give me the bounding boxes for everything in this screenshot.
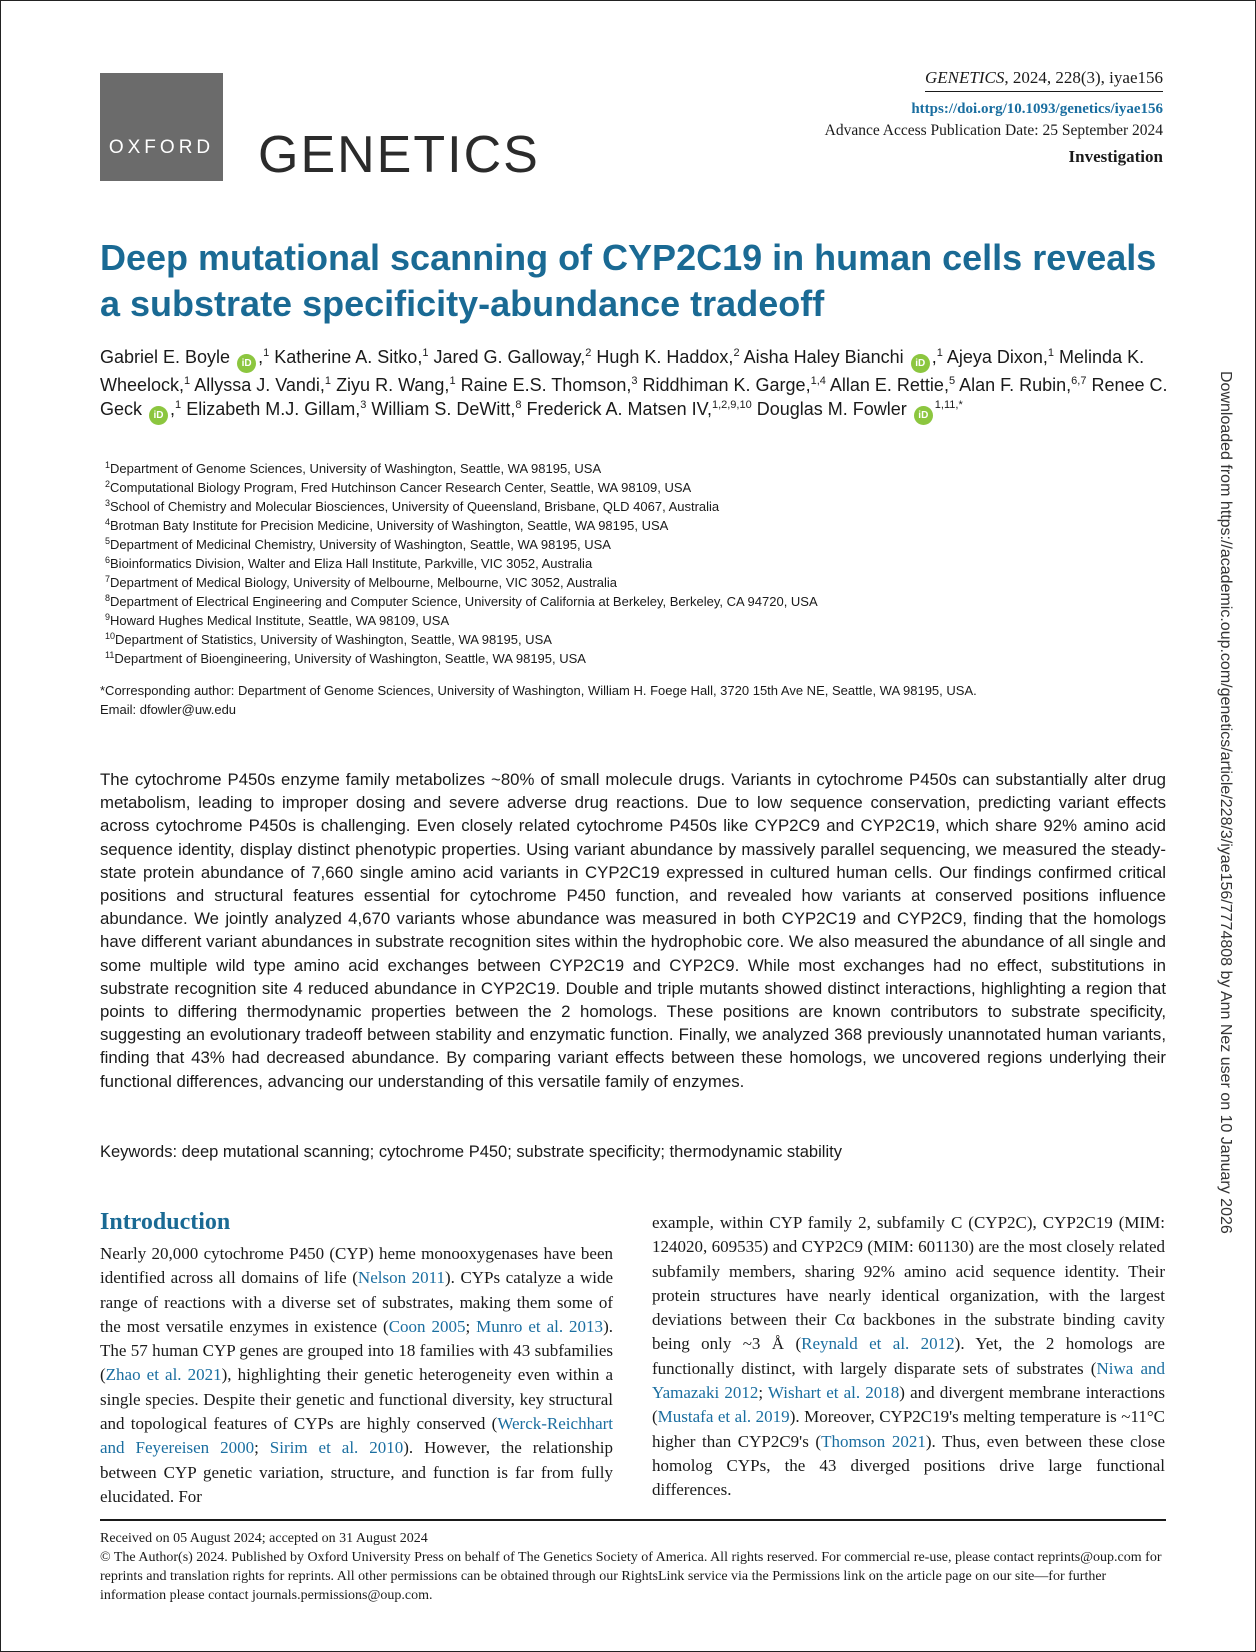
advance-access-date: Advance Access Publication Date: 25 September 2024 <box>824 122 1163 139</box>
author-name: Ajeya Dixon, <box>946 347 1048 367</box>
orcid-icon[interactable]: iD <box>149 406 168 425</box>
copyright-notice: © The Author(s) 2024. Published by Oxford University Press on behalf of The Genetics Society of America. All rights reserved. For commercial re-use, please contact reprints@oup.com for reprints and translation rights for reprints. All other permissions can be obtained through our RightsLink service via the Permissions link on the article page on our site—for further information please contact journals.permissions@oup.com. <box>100 1550 1162 1603</box>
author-name: Frederick A. Matsen IV, <box>526 399 712 419</box>
body-text: ). Moreover, CYP2C19's melting temperature is ~11°C higher than CYP2C9's ( <box>652 1407 1165 1451</box>
citation-link[interactable]: Munro et al. 2013 <box>476 1316 604 1336</box>
article-footer <box>100 1519 1166 1605</box>
body-text: ), highlighting their genetic heterogeneity even within a single species. Despite their genetic and functional diversity, key structural and topological features of CYPs are highly conserved ( <box>100 1365 614 1434</box>
author-affiliation-mark: 1 <box>175 399 182 411</box>
abstract: The cytochrome P450s enzyme family metabolizes ~80% of small molecule drugs. Variants in cytochrome P450s can substantially alter drug metabolism, leading to improper dosing and severe adverse drug reactions. Due to low sequence conservation, predicting variant effects across cytochrome P450s is challenging. Even closely related cytochrome P450s like CYP2C9 and CYP2C19, which share 92% amino acid sequence identity, display distinct phenotypic properties. Using variant abundance by massively parallel sequencing, we measured the steady-state protein abundance of 7,660 single amino acid variants in CYP2C19 expressed in cultured human cells. Our findings confirmed critical positions and structural features essential for cytochrome P450 function, and revealed how variants at conserved positions influence abundance. We jointly analyzed 4,670 variants whose abundance was measured in both CYP2C19 and CYP2C9, finding that the homologs have different variant abundances in substrate recognition sites within the hydrophobic core. We also measured the abundance of all single and some multiple wild type amino acid exchanges between CYP2C19 and CYP2C9. While most exchanges had no effect, substitutions in substrate recognition site 4 reduced abundance in CYP2C19. Double and triple mutants showed distinct interactions, highlighting a region that points to differing thermodynamic properties between the 2 homologs. These positions are known contributors to substrate specificity, suggesting an evolutionary tradeoff between stability and enzymatic function. Finally, we analyzed 368 previously unannotated human variants, finding that 43% had decreased abundance. By comparing variant effects between these homologs, we uncovered regions underlying their functional differences, advancing our understanding of this versatile family of enzymes. <box>100 770 1166 1091</box>
citation-line <box>925 67 1163 92</box>
doi-link[interactable]: https://doi.org/10.1093/genetics/iyae156 <box>911 101 1163 117</box>
author-name: Raine E.S. Thomson, <box>460 375 632 395</box>
affiliation-text: Department of Medical Biology, University of Melbourne, Melbourne, VIC 3052, Australia <box>110 575 618 590</box>
affiliation-number: 11 <box>105 650 115 660</box>
affiliation-text: Department of Bioengineering, University of Washington, Seattle, WA 98195, USA <box>114 651 586 666</box>
body-text: ). The 57 human CYP genes are grouped into 18 families with 43 subfamilies ( <box>100 1316 613 1385</box>
article-type: Investigation <box>1068 147 1163 166</box>
body-text: ). CYPs catalyze a wide range of reactions with a diverse set of substrates, making them some of the most versatile enzymes in existence ( <box>100 1268 614 1336</box>
citation-link[interactable]: Reynald et al. 2012 <box>801 1334 955 1354</box>
author-affiliation-mark: 1 <box>324 375 332 387</box>
citation-link[interactable]: Niwa and Yamazaki 2012 <box>652 1358 1165 1403</box>
affiliation-item <box>105 478 1165 497</box>
oxford-logo <box>100 73 223 181</box>
affiliation-item <box>105 535 1165 554</box>
author-affiliation-mark: 2 <box>585 347 592 359</box>
author-affiliation-mark: 1 <box>184 375 191 387</box>
citation-link[interactable]: Zhao et al. 2021 <box>105 1365 222 1385</box>
author-name: William S. DeWitt, <box>371 399 516 419</box>
body-text: ). Yet, the 2 homologs are functionally distinct, with largely disparate sets of substrates ( <box>652 1334 1165 1378</box>
affiliation-item <box>105 516 1165 535</box>
affiliation-number: 2 <box>105 479 111 489</box>
corresponding-email: Email: dfowler@uw.edu <box>100 702 237 717</box>
affiliation-text: Bioinformatics Division, Walter and Eliza Hall Institute, Parkville, VIC 3052, Australia <box>110 556 593 571</box>
intro-left-column <box>100 1242 613 1509</box>
author-name: Elizabeth M.J. Gillam, <box>186 399 361 419</box>
affiliation-item <box>105 554 1165 573</box>
body-text: ) and divergent membrane interactions ( <box>652 1383 1166 1427</box>
affiliation-number: 3 <box>105 498 111 508</box>
journal-wordmark-text: GENETICS <box>258 126 540 184</box>
article-title: Deep mutational scanning of CYP2C19 in human cells reveals a substrate specificity-abundance tradeoff <box>100 237 1157 324</box>
author-affiliation-mark: 1 <box>263 347 270 359</box>
author-name: Jared G. Galloway, <box>433 347 586 367</box>
affiliation-item <box>105 592 1165 611</box>
author-affiliation-mark: 1,2,9,10 <box>711 399 752 411</box>
corresponding-address: *Corresponding author: Department of Genome Sciences, University of Washington, William H. Foege Hall, 3720 15th Ave NE, Seattle, WA 98195, USA. <box>100 683 977 698</box>
download-note-text: Downloaded from https://academic.oup.com/genetics/article/228/3/iyae156/7774808 by Ann Nez user on 10 January 2026 <box>1217 371 1234 1234</box>
intro-heading: Introduction <box>100 1209 231 1235</box>
author-name: Renee C. Geck <box>100 375 1168 419</box>
body-text: Nearly 20,000 cytochrome P450 (CYP) heme monooxygenases have been identified across all domains of life ( <box>100 1244 613 1288</box>
affiliation-number: 1 <box>105 460 111 470</box>
citation-block <box>825 67 1163 168</box>
body-text: ; <box>465 1316 477 1336</box>
publisher-name: OXFORD <box>108 137 215 158</box>
author-name: Allan E. Rettie, <box>829 375 949 395</box>
citation-link[interactable]: Sirim et al. 2010 <box>269 1438 404 1458</box>
affiliation-number: 8 <box>105 593 111 603</box>
body-text: ; <box>758 1383 768 1403</box>
orcid-icon[interactable]: iD <box>237 354 256 373</box>
affiliation-text: Department of Electrical Engineering and Computer Science, University of California at Berkeley, Berkeley, CA 94720, USA <box>110 594 818 609</box>
body-text: example, within CYP family 2, subfamily C (CYP2C), CYP2C19 (MIM: 124020, 609535) and CYP2C9 (MIM: 601130) are the most closely related subfamily members, sharing 92% amino acid sequence identity. Their protein structures have nearly identical organization, with the largest deviations between their Cα backbones in the substrate binding cavity being only ~3 Å ( <box>652 1213 1165 1354</box>
intro-right-column <box>652 1211 1165 1503</box>
author-name: Aisha Haley Bianchi <box>743 347 904 367</box>
author-affiliation-mark: 1,4 <box>810 375 826 387</box>
citation-link[interactable]: Coon 2005 <box>388 1316 466 1336</box>
affiliation-item <box>105 573 1165 592</box>
citation-link[interactable]: Werck-Reichhart and Feyereisen 2000 <box>100 1414 613 1458</box>
affiliation-text: Brotman Baty Institute for Precision Medicine, University of Washington, Seattle, WA 98195, USA <box>110 518 669 533</box>
citation-link[interactable]: Wishart et al. 2018 <box>767 1383 900 1403</box>
affiliation-text: School of Chemistry and Molecular Biosciences, University of Queensland, Brisbane, QLD 4067, Australia <box>110 499 720 514</box>
download-watermark <box>1214 371 1234 1291</box>
citation-details: , 2024, 228(3), iyae156 <box>1004 68 1163 87</box>
author-affiliation-mark: 6,7 <box>1071 375 1087 387</box>
affiliation-text: Department of Medicinal Chemistry, University of Washington, Seattle, WA 98195, USA <box>110 537 611 552</box>
author-name: Ziyu R. Wang, <box>336 375 450 395</box>
affiliation-text: Department of Genome Sciences, University of Washington, Seattle, WA 98195, USA <box>110 461 602 476</box>
affiliation-number: 5 <box>105 536 111 546</box>
author-affiliation-mark: 5 <box>948 375 956 387</box>
affiliation-list <box>105 459 1165 668</box>
keywords-label: Keywords: <box>100 1143 178 1161</box>
citation-link[interactable]: Thomson 2021 <box>821 1431 926 1451</box>
received-dates: Received on 05 August 2024; accepted on 31 August 2024 <box>100 1531 428 1546</box>
affiliation-text: Department of Statistics, University of Washington, Seattle, WA 98195, USA <box>115 632 552 647</box>
affiliation-item <box>105 611 1165 630</box>
citation-journal: GENETICS <box>925 68 1005 87</box>
affiliation-text: Computational Biology Program, Fred Hutchinson Cancer Research Center, Seattle, WA 98109, USA <box>110 480 692 495</box>
affiliation-number: 4 <box>105 517 111 527</box>
author-list: Gabriel E. Boyle iD ,$^1$ Katherine A. Sitko,$^1$ Jared G. Galloway,$^2$ Hugh K. Haddox,$^2$ Aisha Haley Bianchi iD ,$^1$ Ajeya Dixon,$^1$ Melinda K. Wheelock,$^1$ Allyssa J. Vandi,$^1$ Ziyu R. Wang,$^1$ Raine E.S. Thomson,$^3$ Riddhiman K. Garge,$^{1,4}$ Allan E. Rettie,$^5$ Alan F. Rubin,$^{6,7}$ Renee C. Geck iD ,$^1$ Elizabeth M.J. Gillam,$^3$ William S. DeWitt,$^8$ Frederick A. Matsen IV,$^{1,2,9,10}$ Douglas M. Fowler $iD^{1,11,*}$ <box>100 345 1170 425</box>
orcid-icon[interactable]: iD <box>911 354 930 373</box>
author-name: Allyssa J. Vandi, <box>194 375 325 395</box>
affiliation-item <box>105 630 1165 649</box>
body-text: ). However, the relationship between CYP genetic variation, structure, and function is far from fully elucidated. For <box>100 1438 613 1506</box>
orcid-icon[interactable]: iD <box>914 406 933 425</box>
affiliation-number: 7 <box>105 574 111 584</box>
affiliation-item <box>105 497 1165 516</box>
citation-link[interactable]: Nelson 2011 <box>357 1268 445 1288</box>
body-text: ). Thus, even between these close homolog CYPs, the 43 diverged positions drive large functional differences. <box>652 1431 1165 1500</box>
affiliation-number: 10 <box>105 631 116 641</box>
author-name: Gabriel E. Boyle <box>100 347 231 367</box>
author-affiliation-mark: 3 <box>360 399 367 411</box>
body-text: ; <box>254 1438 270 1458</box>
author-affiliation-mark: 1 <box>422 347 429 359</box>
author-name: Alan F. Rubin, <box>959 375 1072 395</box>
author-affiliation-mark: 1 <box>1047 347 1055 359</box>
citation-link[interactable]: Mustafa et al. 2019 <box>657 1407 790 1427</box>
author-affiliation-mark: 1 <box>936 347 943 359</box>
author-name: Hugh K. Haddox, <box>596 347 734 367</box>
affiliation-text: Howard Hughes Medical Institute, Seattle, WA 98109, USA <box>110 613 450 628</box>
author-affiliation-mark: 8 <box>515 399 522 411</box>
affiliation-item <box>105 649 1165 668</box>
keywords-text: deep mutational scanning; cytochrome P450; substrate specificity; thermodynamic stability <box>177 1143 842 1161</box>
corresponding-author <box>100 681 1180 719</box>
affiliation-number: 6 <box>105 555 111 565</box>
journal-wordmark <box>258 126 540 184</box>
author-name: Riddhiman K. Garge, <box>642 375 811 395</box>
author-name: Douglas M. Fowler <box>756 399 907 419</box>
author-affiliation-mark: 2 <box>733 347 740 359</box>
author-affiliation-mark: 1,11,* <box>934 399 963 411</box>
author-name: Melinda K. Wheelock, <box>100 347 1145 395</box>
author-name: Katherine A. Sitko, <box>274 347 423 367</box>
affiliation-item <box>105 459 1165 478</box>
keywords <box>100 1143 1166 1162</box>
author-affiliation-mark: 1 <box>449 375 456 387</box>
affiliation-number: 9 <box>105 612 111 622</box>
author-affiliation-mark: 3 <box>631 375 638 387</box>
